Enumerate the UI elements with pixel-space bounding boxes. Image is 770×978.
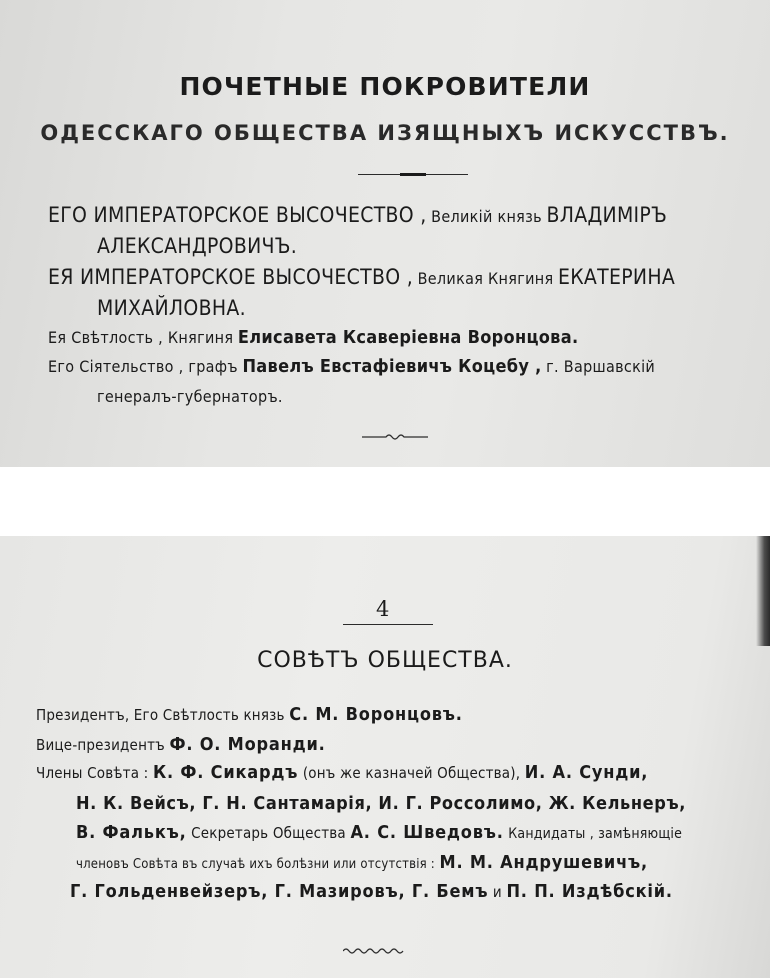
patron-4-line-1 [48, 356, 655, 377]
patron-1-line-1 [48, 203, 667, 227]
ornament-rule-center [400, 173, 426, 176]
ornament-rule-right [426, 174, 468, 175]
secretary-name: А. С. Шведовъ. [350, 822, 504, 843]
president-line [36, 704, 463, 725]
vice-president-line [36, 734, 326, 755]
patron-2-firstname: ЕКАТЕРИНА [557, 265, 676, 289]
members-line-4 [76, 852, 648, 873]
patron-4-position-cont: генералъ-губернаторъ. [97, 387, 283, 406]
patron-3-name: Елисавета Ксаверіевна Воронцова. [237, 327, 579, 348]
patron-1-patronymic: АЛЕКСАНДРОВИЧЪ. [97, 234, 298, 258]
candidate-andrushevich: М. М. Андрушевичъ, [439, 852, 648, 873]
ornament-rule-left [358, 174, 400, 175]
page-title: ПОЧЕТНЫЕ ПОКРОВИТЕЛИ [179, 72, 591, 101]
title-page-scan [0, 0, 770, 467]
closing-ornament [362, 432, 428, 442]
candidates-list: Г. Гольденвейзеръ, Г. Мазировъ, Г. Бемъ [70, 881, 489, 902]
member-sundi: И. А. Сунди, [524, 762, 649, 783]
patron-2-rank: Великая Княгиня [417, 269, 554, 288]
patron-1-firstname: ВЛАДИМІРЪ [546, 203, 668, 227]
page-number: 4 [376, 597, 390, 621]
patron-2-line-1 [48, 265, 675, 289]
members-line-1 [36, 762, 648, 783]
patron-2-title: ЕЯ ИМПЕРАТОРСКОЕ ВЫСОЧЕСТВО , [48, 265, 414, 289]
secretary-label: Секретарь Общества [191, 824, 346, 842]
patron-3-title: Ея Свѣтлость , Княгиня [48, 328, 234, 347]
members-line-5 [70, 881, 673, 902]
candidates-text: членовъ Совѣта въ случаѣ ихъ болѣзни или отсутствія : [76, 857, 435, 872]
patron-1-title: ЕГО ИМПЕРАТОРСКОЕ ВЫСОЧЕСТВО , [48, 203, 427, 227]
member-falk: В. Фалькъ, [76, 822, 187, 843]
bottom-ornament [343, 946, 405, 956]
patron-2-patronymic: МИХАЙЛОВНА. [97, 296, 246, 320]
page-subtitle: ОДЕССКАГО ОБЩЕСТВА ИЗЯЩНЫХЪ ИСКУССТВЪ. [40, 121, 730, 145]
candidate-izdebsky: П. П. Издѣбскій. [506, 881, 673, 902]
vice-president-name: Ф. О. Моранди. [169, 734, 326, 755]
patron-4-position: г. Варшавскій [546, 357, 656, 376]
member-sikard: К. Ф. Сикардъ [153, 762, 299, 783]
members-line-2: Н. К. Вейсъ, Г. Н. Сантамарія, И. Г. Россолимо, Ж. Кельнеръ, [76, 793, 686, 814]
patron-4-title: Его Сіятельство , графъ [48, 357, 238, 376]
page-edge-shadow [756, 536, 770, 646]
president-name: С. М. Воронцовъ. [289, 704, 463, 725]
patron-3-line [48, 327, 578, 348]
council-title: СОВѢТЪ ОБЩЕСТВА. [257, 648, 513, 673]
patron-1-rank: Великій князь [431, 207, 542, 226]
and-word: и [492, 883, 502, 901]
patron-4-name: Павелъ Евстафіевичъ Коцебу , [242, 356, 542, 377]
member-sikard-note: (онъ же казначей Общества), [302, 764, 521, 782]
vice-president-label: Вице-президентъ [36, 736, 165, 754]
candidates-label: Кандидаты , замѣняющіе [508, 826, 683, 842]
members-line-3 [76, 822, 682, 843]
members-label: Члены Совѣта : [36, 764, 149, 782]
president-label: Президентъ, Его Свѣтлость князь [36, 706, 285, 724]
page-number-rule [343, 624, 433, 625]
